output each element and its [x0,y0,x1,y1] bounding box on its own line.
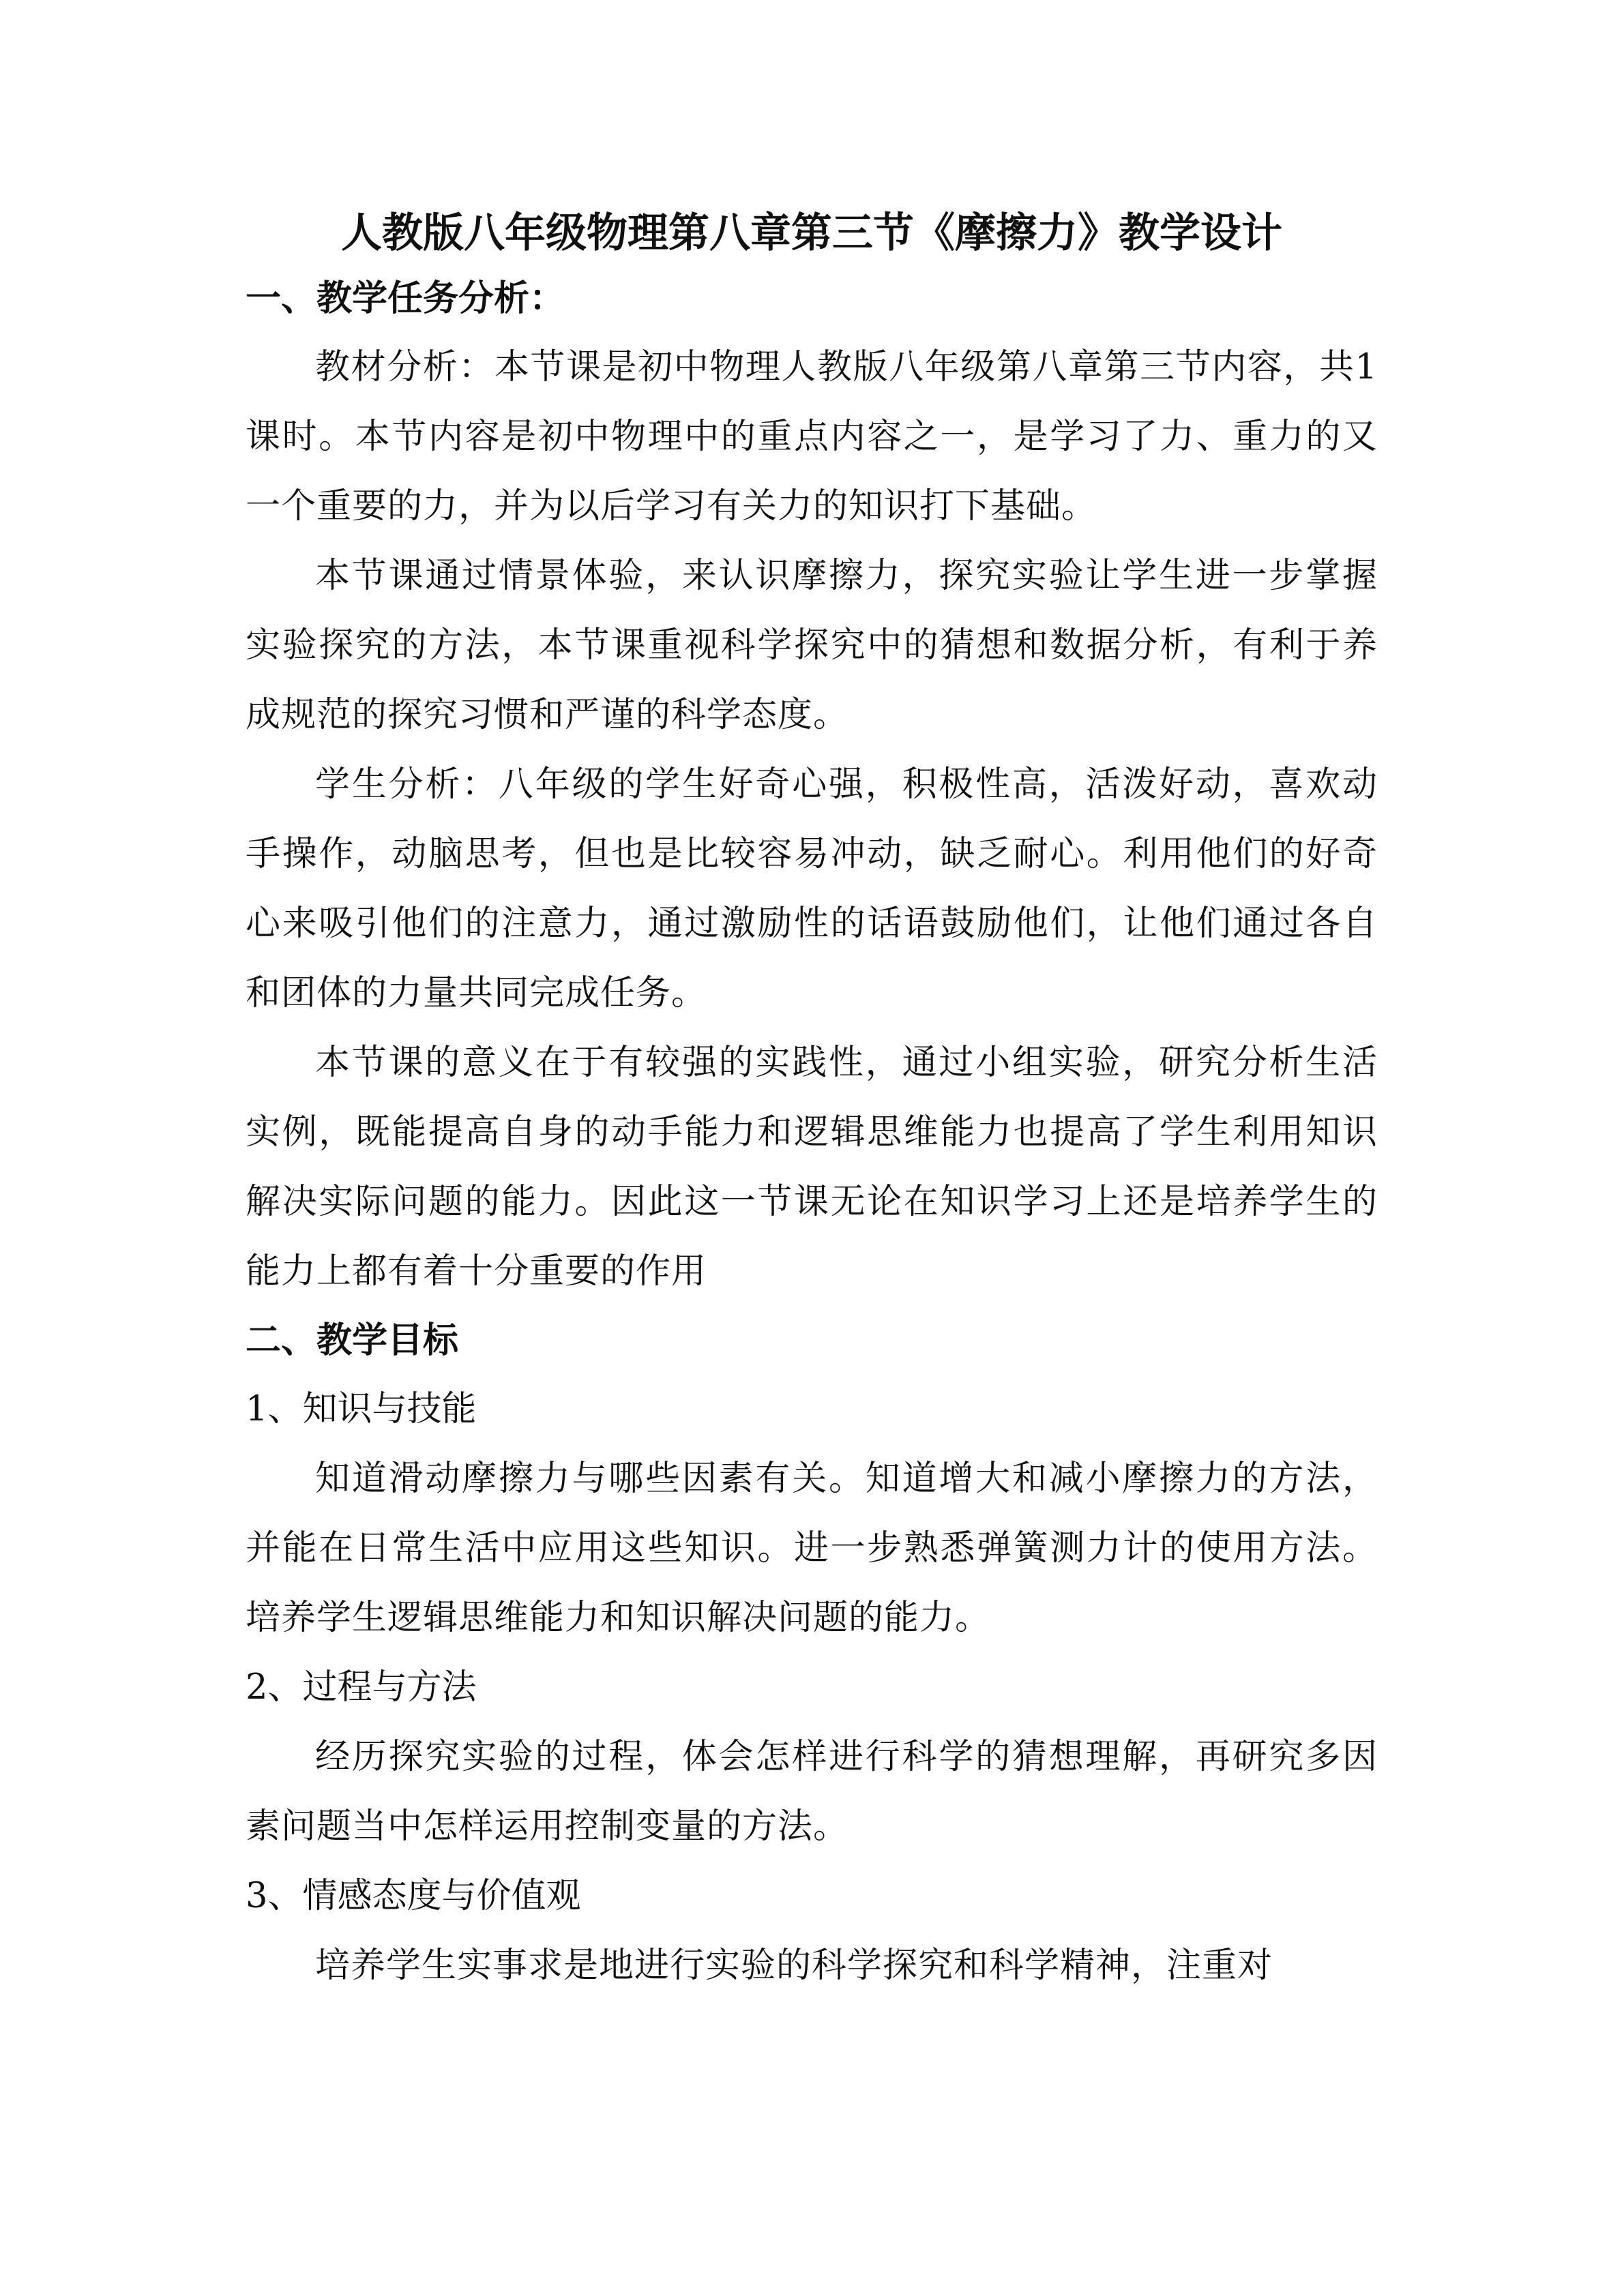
section-heading-teaching-goals: 二、教学目标 [246,1320,459,1361]
paragraph-process-method: 经历探究实验的过程，体会怎样进行科学的猜想理解，再研究多因素问题当中怎样运用控制变量的方法。 [246,1737,1378,1847]
subheading-process-method: 2、过程与方法 [246,1667,477,1708]
paragraph-student-analysis: 学生分析：八年级的学生好奇心强，积极性高，活泼好动，喜欢动手操作，动脑思考，但也是比较容易冲动，缺乏耐心。利用他们的好奇心来吸引他们的注意力，通过激励性的话语鼓励他们，让他们通过各自和团体的力量共同完成任务。 [246,764,1378,1013]
paragraph-lesson-significance: 本节课的意义在于有较强的实践性，通过小组实验，研究分析生活实例，既能提高自身的动手能力和逻辑思维能力也提高了学生利用知识解决实际问题的能力。因此这一节课无论在知识学习上还是培养学生的能力上都有着十分重要的作用 [246,1043,1378,1292]
paragraph-attitude-values: 培养学生实事求是地进行实验的科学探究和科学精神，注重对 [315,1945,1273,1986]
paragraph-knowledge-skills: 知道滑动摩擦力与哪些因素有关。知道增大和减小摩擦力的方法，并能在日常生活中应用这些知识。进一步熟悉弹簧测力计的使用方法。培养学生逻辑思维能力和知识解决问题的能力。 [246,1459,1378,1638]
document-title: 人教版八年级物理第八章第三节《摩擦力》教学设计 [341,209,1282,257]
document-body [246,205,1378,2001]
subheading-knowledge-skills: 1、知识与技能 [246,1389,477,1429]
paragraph-textbook-analysis: 教材分析：本节课是初中物理人教版八年级第八章第三节内容，共1课时。本节内容是初中物理中的重点内容之一，是学习了力、重力的又一个重要的力，并为以后学习有关力的知识打下基础。 [246,347,1378,526]
subheading-attitude-values: 3、情感态度与价值观 [246,1876,581,1916]
paragraph-lesson-experience: 本节课通过情景体验，来认识摩擦力，探究实验让学生进一步掌握实验探究的方法，本节课重视科学探究中的猜想和数据分析，有利于养成规范的探究习惯和严谨的科学态度。 [246,556,1378,735]
section-heading-task-analysis: 一、教学任务分析： [246,278,565,319]
